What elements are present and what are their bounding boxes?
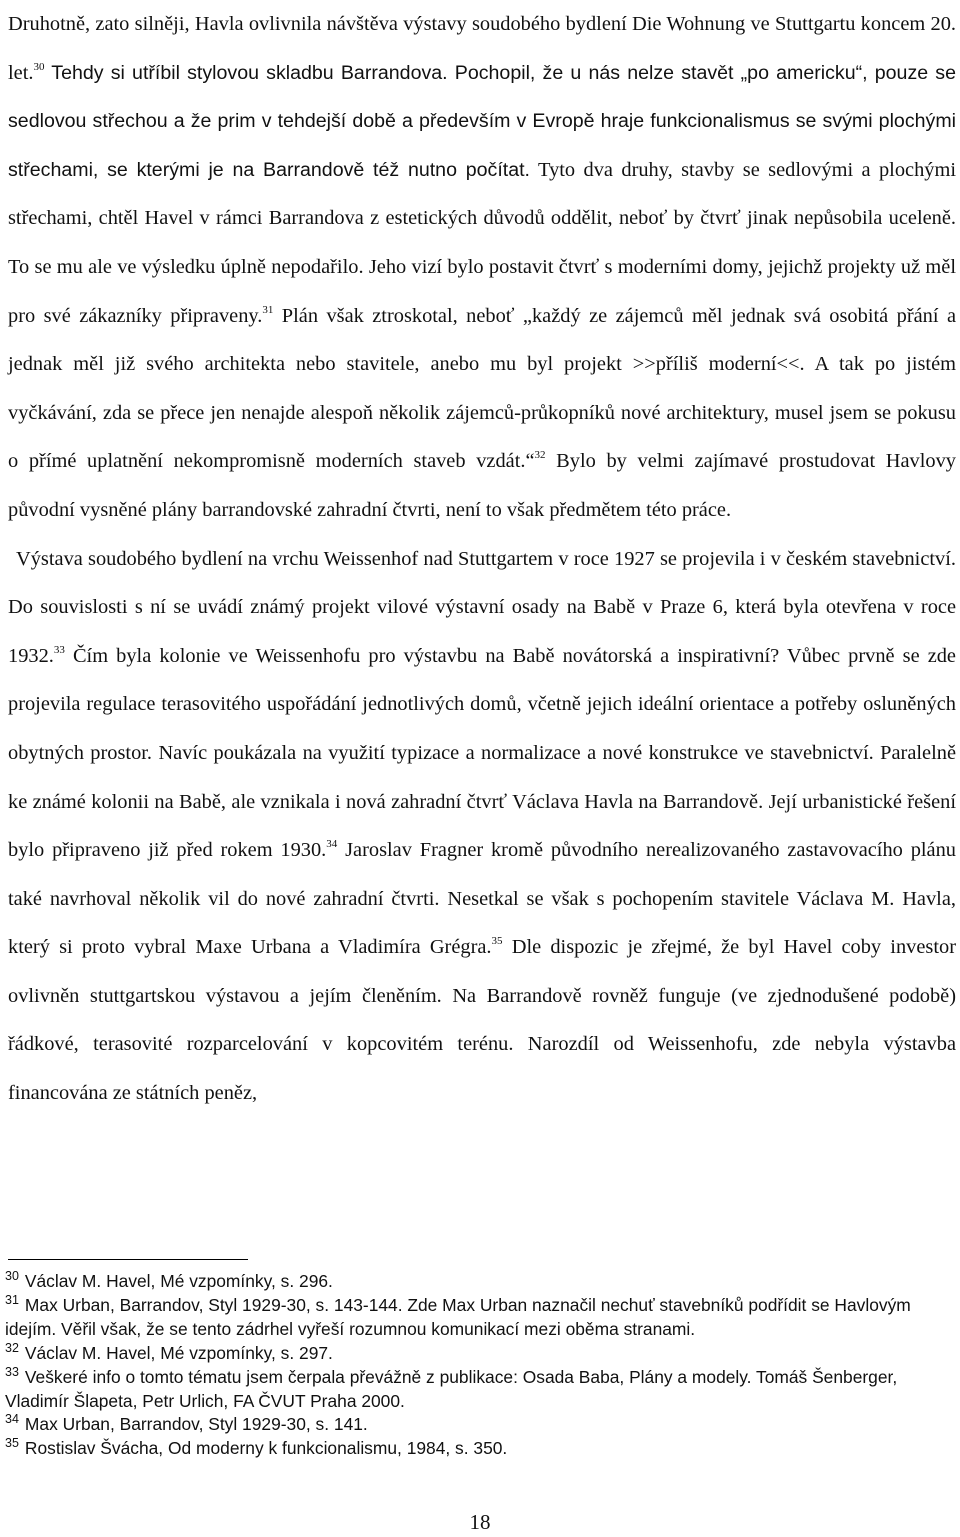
text-run: Dle dispozic je zřejmé, že byl Havel coby investor ovlivněn stuttgartskou výstavou a jejím členěním. Na Barrandově rovněž funguje (ve zjednodušené podobě) řádkové, terasovité rozparcelování v kopcovitém terénu. Narozdíl od Weissenhofu, zde nebyla výstavba financována ze státních peněz, <box>8 936 956 1105</box>
text-run: Druhotně, zato silněji, Havla ovlivnila návštěva výstavy soudobého bydlení Die Wohnung ve Stuttgartu koncem 20. let. <box>8 13 956 84</box>
footnote <box>5 1413 950 1437</box>
text-run: Bylo by velmi zajímavé prostudovat Havlovy původní vysněné plány barrandovské zahradní čtvrti, není to však předmětem této práce. <box>8 450 956 521</box>
footnote-separator <box>8 1259 248 1260</box>
text-run: Plán však ztroskotal, neboť „každý ze zájemců měl jednak svá osobitá přání a jednak měl již svého architekta nebo stavitele, anebo mu byl projekt >>příliš moderní<<. A tak po jistém vyčkávání, zda se přece jen nenajde alespoň několik zájemců-průkopníků nové architektury, musel jsem se pokusu o přímé uplatnění nekompromisně moderních staveb vzdát.“ <box>8 304 956 473</box>
footnote-text: Rostislav Švácha, Od moderny k funkcionalismu, 1984, s. 350. <box>24 1438 508 1459</box>
footnote-number: 34 <box>5 1412 19 1427</box>
footnote-text: Max Urban, Barrandov, Styl 1929-30, s. 143-144. Zde Max Urban naznačil nechuť stavebníků podřídit se Havlovým idejím. Věřil však, že se tento zádrhel vyřeší rozumnou komunikací mezi oběma stranami. <box>5 1294 911 1339</box>
text-run: Tehdy si utříbil stylovou skladbu Barrandova. Pochopil, že u nás nelze stavět „po americku“, pouze se sedlovou střechou a že prim v tehdejší době a především v Evropě hraje funkcionalismus se svými plochými střechami, se kterými je na Barrandově též nutno počítat. <box>8 61 956 181</box>
footnote <box>5 1270 950 1294</box>
footnote-number: 30 <box>5 1269 19 1283</box>
footnote-text: Václav M. Havel, Mé vzpomínky, s. 297. <box>24 1342 333 1363</box>
footnote-number: 35 <box>5 1436 19 1451</box>
footnote-number: 31 <box>5 1292 19 1307</box>
text-run: Jaroslav Fragner kromě původního nerealizovaného zastavovacího plánu také navrhoval několik vil do nové zahradní čtvrti. Nesetkal se však s pochopením stavitele Václava M. Havla, který si proto vybral Maxe Urbana a Vladimíra Grégra. <box>8 839 956 959</box>
page-number: 18 <box>469 1510 491 1534</box>
footnote <box>5 1342 950 1366</box>
footnote-reference: 35 <box>491 935 503 948</box>
footnote-reference: 34 <box>326 838 338 851</box>
footnote-text: Max Urban, Barrandov, Styl 1929-30, s. 141. <box>24 1414 368 1435</box>
footnote <box>5 1437 950 1461</box>
footnote-reference: 32 <box>534 449 546 462</box>
text-run: Výstava soudobého bydlení na vrchu Weissenhof nad Stuttgartem v roce 1927 se projevila i v českém stavebnictví. Do souvislosti s ní se uvádí známý projekt vilové výstavní osady na Babě v Praze 6, která byla otevřena v roce 1932. <box>8 547 956 667</box>
footnote <box>5 1294 950 1342</box>
footnote <box>5 1366 950 1414</box>
text-run: Tyto dva druhy, stavby se sedlovými a plochými střechami, chtěl Havel v rámci Barrandova z estetických důvodů oddělit, neboť by čtvrť jinak nepůsobila uceleně. To se mu ale ve výsledku úplně nepodařilo. Jeho vizí bylo postavit čtvrť s moderními domy, jejichž projekty už měl pro své zákazníky připraveny. <box>8 158 956 327</box>
footnote-reference: 33 <box>53 643 65 656</box>
footnote-reference: 30 <box>33 60 45 73</box>
footnote-reference: 31 <box>262 303 274 316</box>
footnotes <box>5 1270 950 1461</box>
footnote-number: 32 <box>5 1340 19 1355</box>
text-run: Čím byla kolonie ve Weissenhofu pro výstavbu na Babě novátorská a inspirativní? Vůbec prvně se zde projevila regulace terasovitého uspořádání jednotlivých domů, včetně jejich ideální orientace a potřeby osluněných obytných prostor. Navíc poukázala na využití typizace a normalizace a nové konstrukce ve stavebnictví. Paralelně ke známé kolonii na Babě, ale vznikala i nová zahradní čtvrť Václava Havla na Barrandově. Její urbanistické řešení bylo připraveno již před rokem 1930. <box>8 644 956 862</box>
footnote-text: Václav M. Havel, Mé vzpomínky, s. 296. <box>24 1271 333 1291</box>
footnote-text: Veškeré info o tomto tématu jsem čerpala převážně z publikace: Osada Baba, Plány a modely. Tomáš Šenberger, Vladimír Šlapeta, Petr Urlich, FA ČVUT Praha 2000. <box>5 1366 898 1411</box>
paragraph <box>8 0 956 535</box>
body-text <box>8 0 956 1118</box>
footnote-number: 33 <box>5 1364 19 1379</box>
paragraph <box>8 535 956 1118</box>
